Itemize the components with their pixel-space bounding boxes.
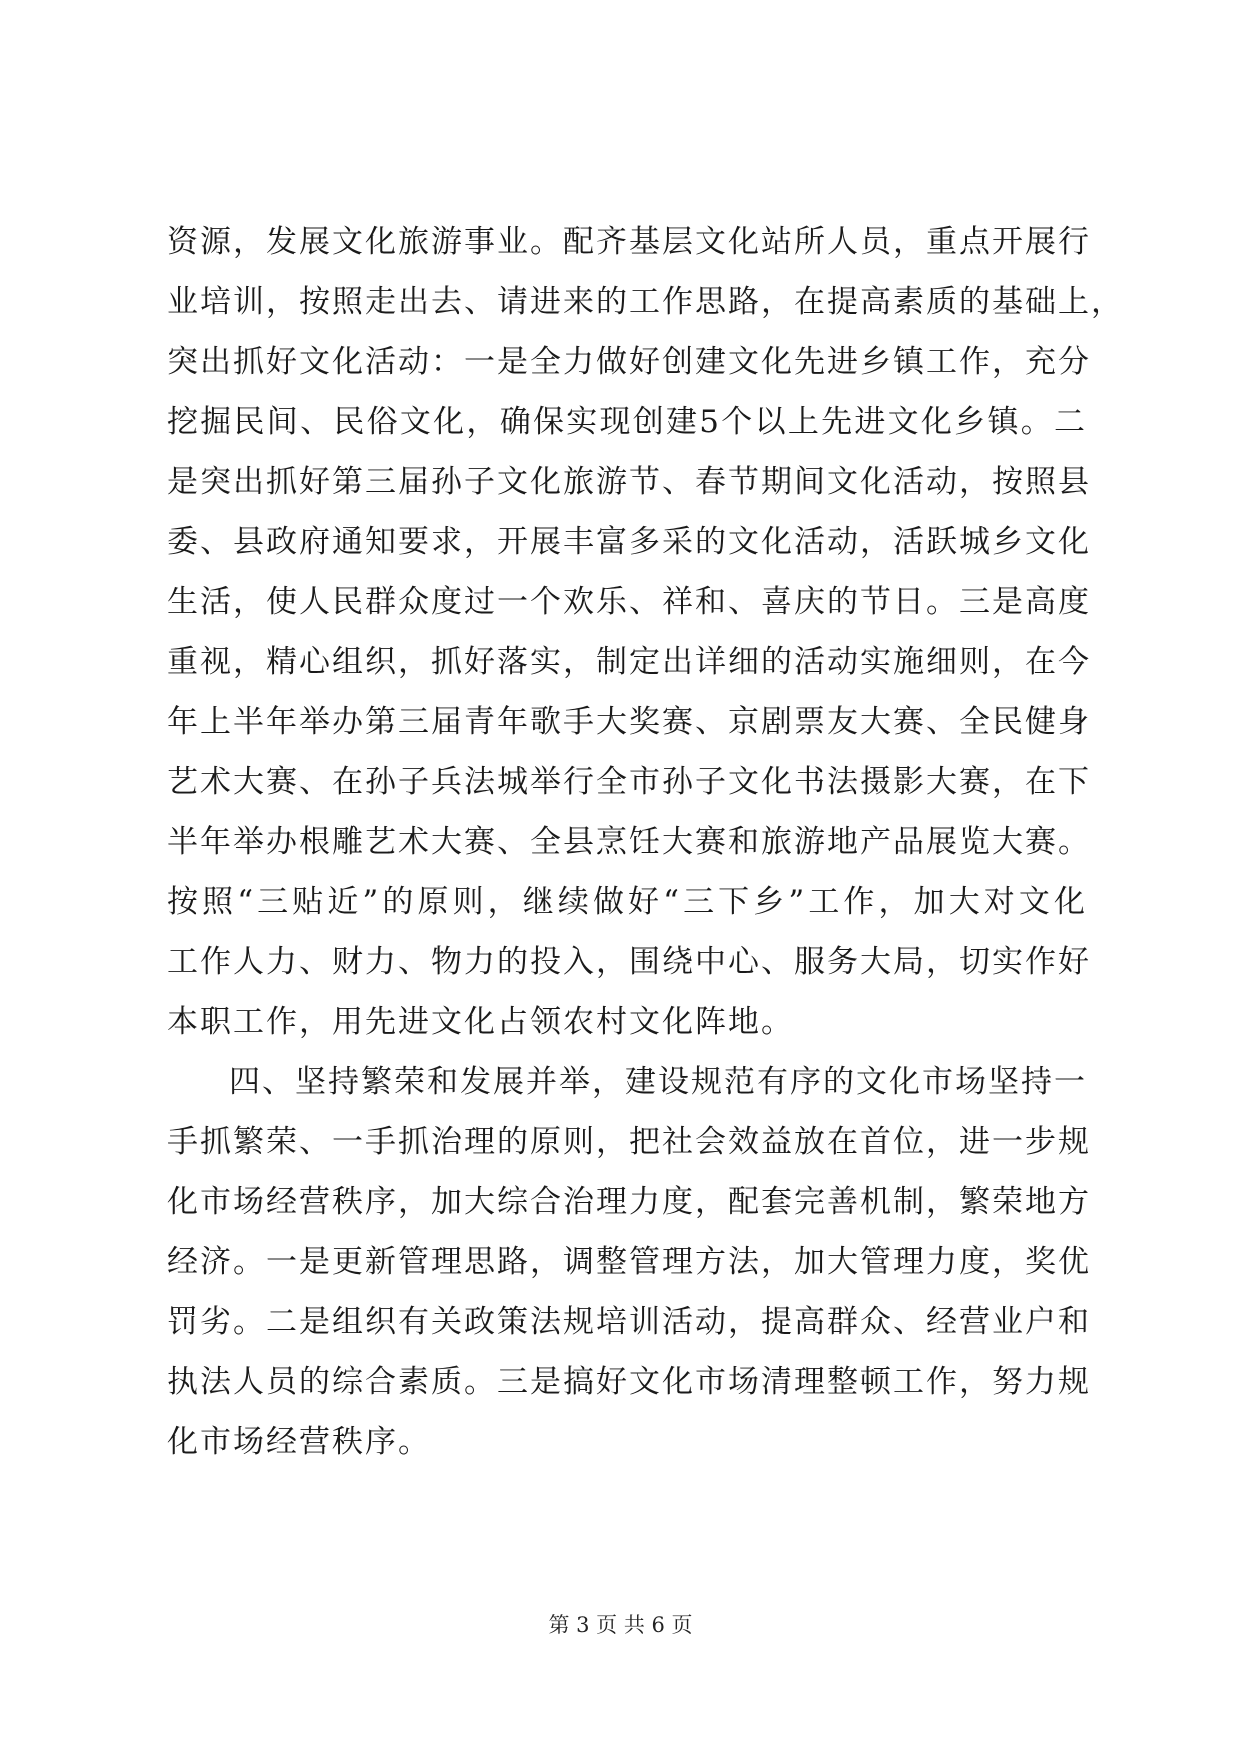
body-line-2: 业培训，按照走出去、请进来的工作思路，在提高素质的基础上， [167, 284, 1124, 320]
body-line-11: 半年举办根雕艺术大赛、全县烹饪大赛和旅游地产品展览大赛。 [167, 824, 1091, 860]
body-line-7: 生活，使人民群众度过一个欢乐、祥和、喜庆的节日。三是高度 [167, 584, 1091, 620]
page-number-footer: 第 3 页 共 6 页 [548, 1613, 693, 1637]
body-line-13: 工作人力、财力、物力的投入，围绕中心、服务大局，切实作好 [167, 944, 1091, 980]
body-line-4: 挖掘民间、民俗文化，确保实现创建5个以上先进文化乡镇。二 [167, 404, 1087, 440]
body-line-17: 化市场经营秩序，加大综合治理力度，配套完善机制，繁荣地方 [167, 1184, 1091, 1220]
body-line-9: 年上半年举办第三届青年歌手大奖赛、京剧票友大赛、全民健身 [167, 704, 1091, 740]
body-line-21: 化市场经营秩序。 [167, 1424, 431, 1460]
body-line-1: 资源，发展文化旅游事业。配齐基层文化站所人员，重点开展行 [167, 224, 1091, 260]
body-line-20: 执法人员的综合素质。三是搞好文化市场清理整顿工作，努力规 [167, 1364, 1091, 1400]
body-line-6: 委、县政府通知要求，开展丰富多采的文化活动，活跃城乡文化 [167, 524, 1091, 560]
body-line-12: 按照“三贴近”的原则，继续做好“三下乡”工作，加大对文化 [167, 884, 1087, 920]
body-line-8: 重视，精心组织，抓好落实，制定出详细的活动实施细则，在今 [167, 644, 1091, 680]
section-heading-line: 四、坚持繁荣和发展并举，建设规范有序的文化市场坚持一 [229, 1064, 1087, 1100]
body-line-10: 艺术大赛、在孙子兵法城举行全市孙子文化书法摄影大赛，在下 [167, 764, 1091, 800]
body-line-19: 罚劣。二是组织有关政策法规培训活动，提高群众、经营业户和 [167, 1304, 1091, 1340]
body-line-5: 是突出抓好第三届孙子文化旅游节、春节期间文化活动，按照县 [167, 464, 1091, 500]
body-line-14: 本职工作，用先进文化占领农村文化阵地。 [167, 1004, 794, 1040]
body-line-16: 手抓繁荣、一手抓治理的原则，把社会效益放在首位，进一步规 [167, 1124, 1091, 1160]
body-line-3: 突出抓好文化活动：一是全力做好创建文化先进乡镇工作，充分 [167, 344, 1091, 380]
body-line-18: 经济。一是更新管理思路，调整管理方法，加大管理力度，奖优 [167, 1244, 1091, 1280]
